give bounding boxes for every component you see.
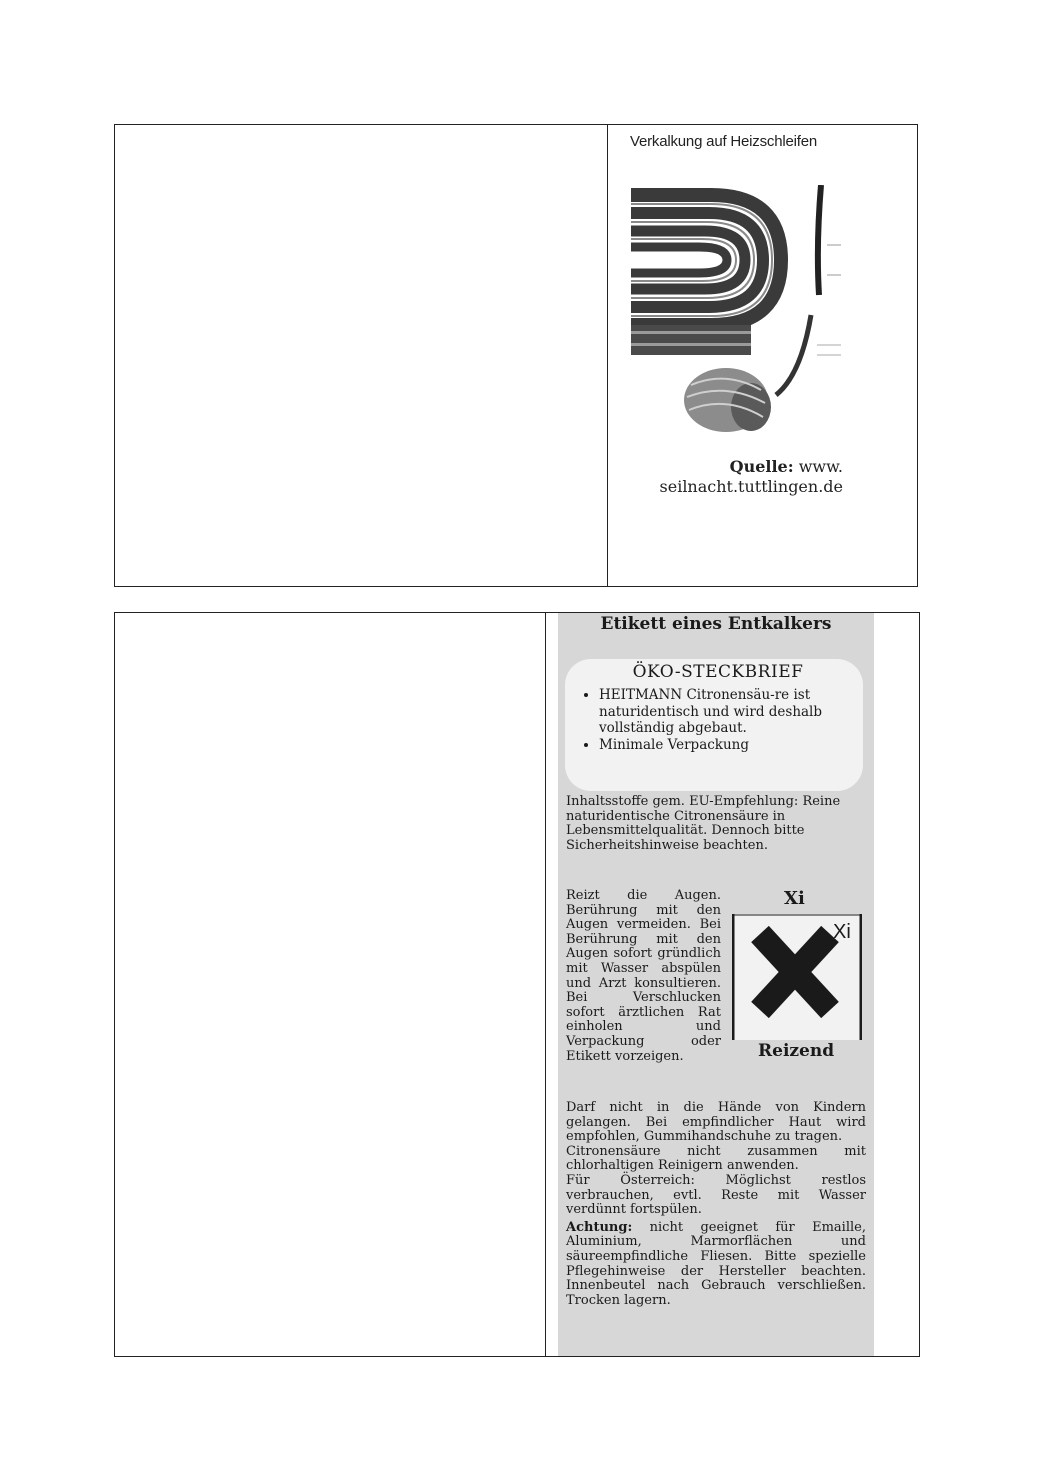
- descaler-label: [558, 613, 874, 1356]
- label-title: Etikett eines Entkalkers: [600, 614, 832, 634]
- table-descaler-label: [114, 612, 920, 1357]
- source-label: Quelle:: [729, 457, 794, 476]
- list-item: • Minimale Verpackung: [599, 737, 853, 754]
- column-divider: [545, 613, 546, 1356]
- column-divider: [607, 125, 608, 586]
- attention-text: nicht geeignet für Emaille, Aluminium, Marmorflächen und säureempfindliche Fliesen. Bitte spezielle Pflegehinweise der Hersteller beachten. Innenbeutel nach Gebrauch verschließen. Trocken lagern.: [566, 1219, 866, 1308]
- hazard-symbol-corner: Xi: [833, 921, 851, 943]
- safety-instructions: [566, 1101, 866, 1308]
- figure-title: Verkalkung auf Heizschleifen: [630, 133, 818, 150]
- hazard-text: Reizt die Augen. Berührung mit den Augen vermeiden. Bei Berührung mit den Augen sofort gründlich mit Wasser abspülen und Arzt konsultieren. Bei Verschlucken sofort ärztlichen Rat einholen und Verpackung oder Etikett vorzeigen.: [566, 888, 721, 1064]
- eco-profile-box: [565, 659, 863, 791]
- ingredients-text: Inhaltsstoffe gem. EU-Empfehlung: Reine naturidentische Citronensäure in Lebensmittelqualität. Dennoch bitte Sicherheitshinweise beachten.: [566, 794, 841, 853]
- source-url-part2: seilnacht.tuttlingen.de: [659, 477, 843, 496]
- hazard-symbol-caption: Reizend: [758, 1041, 835, 1061]
- hazard-symbol-label: Xi: [784, 888, 805, 909]
- irritant-x-icon: [732, 914, 862, 1040]
- attention-paragraph: [566, 1221, 866, 1309]
- coil-loop: [631, 247, 727, 273]
- heating-coil-image: [631, 185, 841, 455]
- chlorine-warning: Citronensäure nicht zusammen mit chlorhaltigen Reinigern anwenden.: [566, 1143, 866, 1174]
- source-url-part1: www.: [798, 457, 843, 476]
- austria-note: Für Österreich: Möglichst restlos verbrauchen, evtl. Reste mit Wasser verdünnt fortspülen.: [566, 1172, 866, 1218]
- list-item: • HEITMANN Citronensäu-re ist naturidentisch und wird deshalb vollständig abgebaut.: [599, 687, 853, 737]
- table-heating-coil: [114, 124, 918, 587]
- image-source: [627, 457, 843, 497]
- children-warning: Darf nicht in die Hände von Kindern gelangen. Bei empfindlicher Haut wird empfohlen, Gummihandschuhe zu tragen.: [566, 1100, 866, 1145]
- attention-label: Achtung:: [566, 1219, 633, 1235]
- eco-profile-title: ÖKO-STECKBRIEF: [632, 662, 804, 682]
- eco-profile-list: [583, 687, 853, 753]
